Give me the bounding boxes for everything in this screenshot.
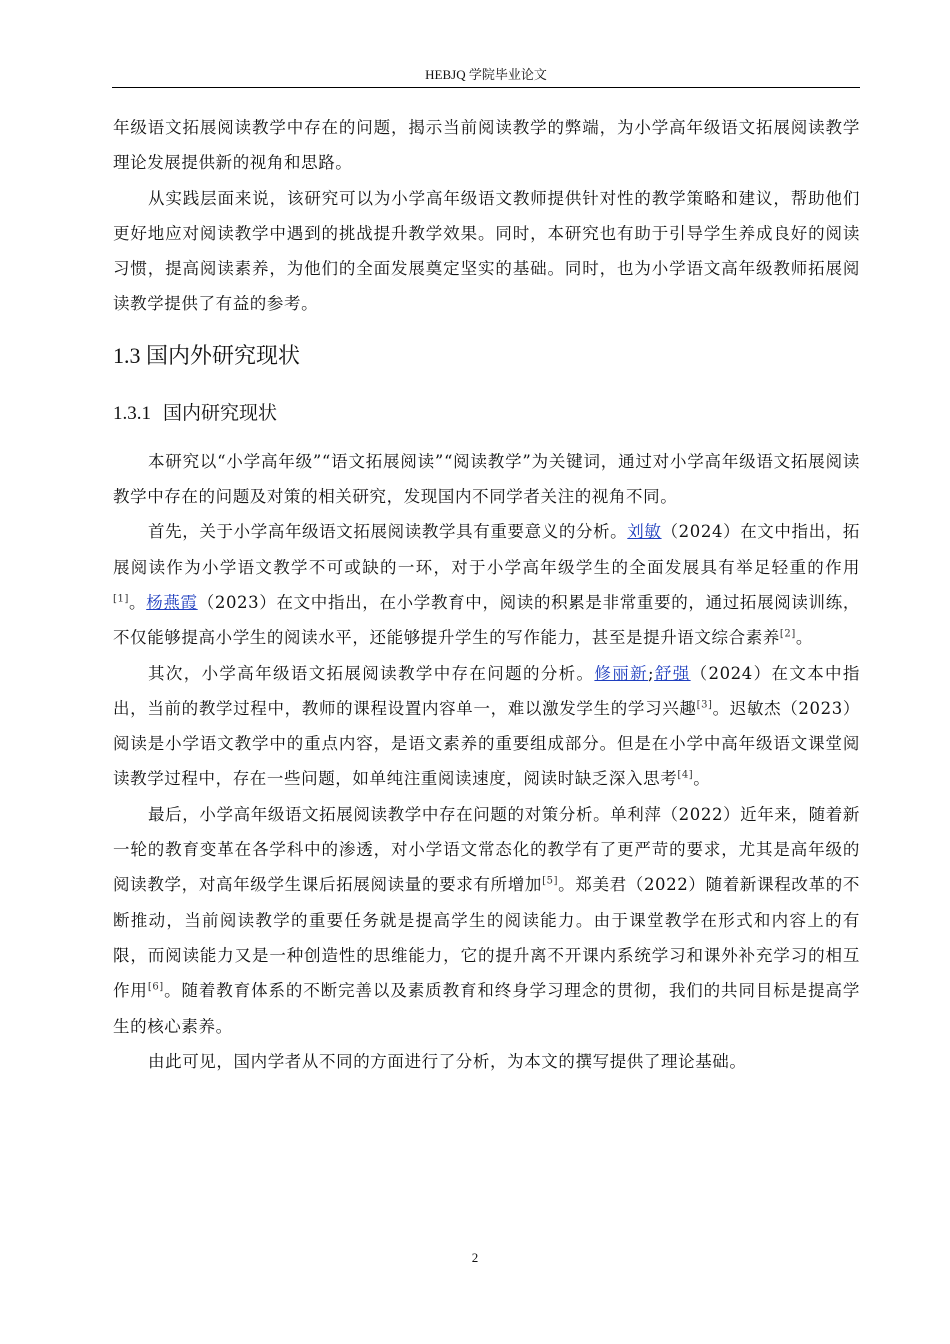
paragraph-practice: 从实践层面来说，该研究可以为小学高年级语文教师提供针对性的教学策略和建议，帮助他们更好地应对阅读教学中遇到的挑战提升教学效果。同时，本研究也有助于引导学生养成良好的阅读习惯，提高阅读素养，为他们的全面发展奠定坚实的基础。同时，也为小学语文高年级教师拓展阅读教学提供了有益的参考。 bbox=[113, 188, 860, 314]
text-run: 。 bbox=[693, 769, 711, 789]
text-run: ; bbox=[647, 663, 655, 683]
paragraph-keywords: 本研究以“小学高年级”“语文拓展阅读”“阅读教学”为关键词，通过对小学高年级语文拓展阅读教学中存在的问题及对策的相关研究，发现国内不同学者关注的视角不同。 bbox=[113, 451, 860, 507]
header-rule bbox=[112, 87, 860, 88]
citation-3: [3] bbox=[696, 699, 713, 711]
subsection-number: 1.3.1 bbox=[113, 402, 151, 424]
paragraph-strategies bbox=[113, 797, 860, 1044]
text-run: 。 bbox=[128, 592, 147, 612]
text-run: 其次，小学高年级语文拓展阅读教学中存在问题的分析。 bbox=[148, 663, 595, 683]
text-run: 最后，小学高年级语文拓展阅读教学中存在问题的对策分析。单利萍（2022）近年来，随着新一轮的教育变革在各学科中的渗透，对小学语文常态化的教学有了更严苛的要求，尤其是高年级的阅读教学，对高年级学生课后拓展阅读量的要求有所增加 bbox=[113, 804, 860, 895]
paragraph-problems bbox=[113, 656, 860, 797]
author-link-xiu-lixin[interactable]: 修丽新 bbox=[594, 663, 648, 683]
subsection-title: 国内研究现状 bbox=[163, 402, 278, 424]
author-link-shu-qiang[interactable]: 舒强 bbox=[654, 663, 691, 683]
text-run: （2024）在文本中指出，当前的教学过程中，教师的课程设置内容单一，难以激发学生的学习兴趣 bbox=[113, 663, 861, 718]
citation-1: [1] bbox=[113, 593, 129, 605]
section-heading: 1.3 国内外研究现状 bbox=[113, 342, 301, 368]
citation-6: [6] bbox=[147, 981, 164, 993]
citation-5: [5] bbox=[542, 875, 559, 887]
subsection-heading bbox=[113, 396, 860, 432]
citation-2: [2] bbox=[779, 628, 796, 640]
page-number: 2 bbox=[471, 1250, 479, 1265]
author-link-liu-min[interactable]: 刘敏 bbox=[627, 522, 662, 542]
running-header: HEBJQ 学院毕业论文 bbox=[425, 67, 547, 82]
text-run: 。郑美君（2022）随着新课程改革的不断推动，当前阅读教学的重要任务就是提高学生的阅读能力。由于课堂教学在形式和内容上的有限，而阅读能力又是一种创造性的思维能力，它的提升离不开课内系统学习和课外补充学习的相互作用 bbox=[113, 875, 860, 1001]
paragraph-continued: 年级语文拓展阅读教学中存在的问题，揭示当前阅读教学的弊端，为小学高年级语文拓展阅读教学理论发展提供新的视角和思路。 bbox=[113, 118, 860, 173]
citation-4: [4] bbox=[677, 769, 694, 781]
text-run: （2024）在文中指出，拓展阅读作为小学语文教学不可或缺的一环，对于小学高年级学生的全面发展具有举足轻重的作用 bbox=[113, 522, 860, 577]
text-run: 。迟敏杰（2023）阅读是小学语文教学中的重点内容，是语文素养的重要组成部分。但是在小学中高年级语文课堂阅读教学过程中，存在一些问题，如单纯注重阅读速度，阅读时缺乏深入思考 bbox=[113, 698, 860, 789]
text-run: 。 bbox=[795, 628, 813, 648]
author-link-yang-yanxia[interactable]: 杨燕霞 bbox=[146, 592, 198, 612]
text-run: 。随着教育体系的不断完善以及素质教育和终身学习理念的贯彻，我们的共同目标是提高学生的核心素养。 bbox=[113, 981, 860, 1036]
text-run: 首先，关于小学高年级语文拓展阅读教学具有重要意义的分析。 bbox=[148, 522, 628, 542]
paragraph-summary: 由此可见，国内学者从不同的方面进行了分析，为本文的撰写提供了理论基础。 bbox=[148, 1051, 747, 1071]
body-text bbox=[113, 110, 860, 1079]
text-run: （2023）在文中指出，在小学教育中，阅读的积累是非常重要的，通过拓展阅读训练，不仅能够提高小学生的阅读水平，还能够提升学生的写作能力，甚至是提升语文综合素养 bbox=[113, 592, 860, 648]
paragraph-significance bbox=[113, 514, 860, 655]
